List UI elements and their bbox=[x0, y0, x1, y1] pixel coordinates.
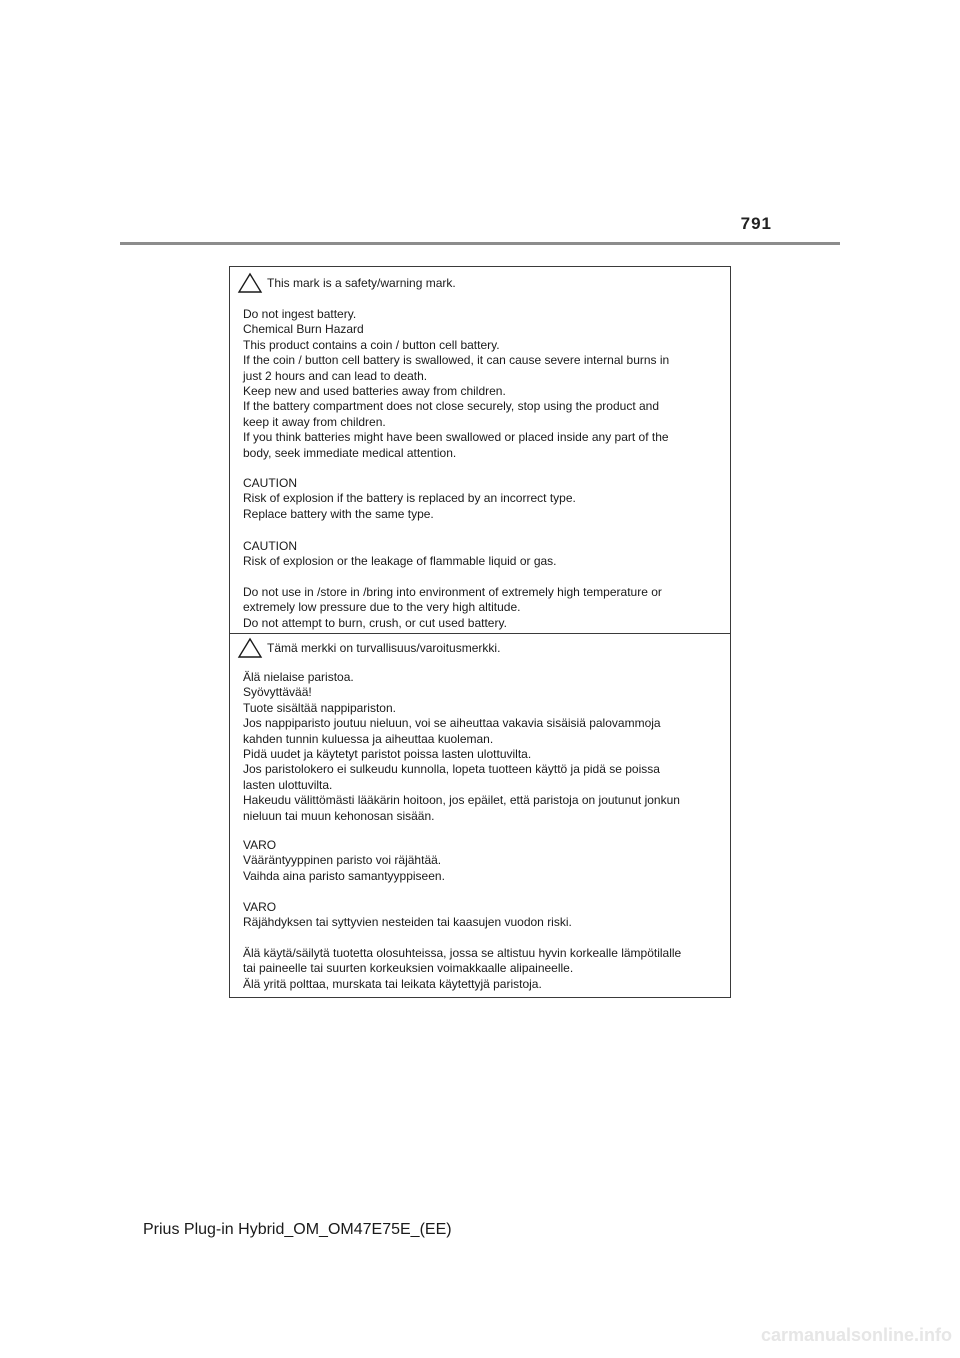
text-line: If the coin / button cell battery is swallowed, it can cause severe internal burns in bbox=[243, 353, 670, 368]
text-line: Pidä uudet ja käytetyt paristot poissa lasten ulottuvilta. bbox=[243, 747, 532, 762]
text-line: Risk of explosion if the battery is replaced by an incorrect type. bbox=[243, 491, 576, 506]
document-footer: Prius Plug-in Hybrid_OM_OM47E75E_(EE) bbox=[143, 1221, 452, 1238]
environment-warning-paragraph bbox=[243, 585, 722, 631]
text-line: Älä nielaise paristoa. bbox=[243, 670, 354, 684]
text-line: Jos paristolokero ei sulkeudu kunnolla, lopeta tuotteen käyttö ja pidä se poissa bbox=[243, 762, 660, 777]
text-line: lasten ulottuvilta. bbox=[243, 777, 333, 792]
mark-text: This mark is a safety/warning mark. bbox=[267, 276, 456, 290]
text-line: Do not ingest battery. bbox=[243, 307, 357, 321]
text-line: kahden tunnin kuluessa ja aiheuttaa kuoleman. bbox=[243, 731, 494, 746]
text-line: Tuote sisältää nappipariston. bbox=[243, 700, 396, 715]
environment-warning-paragraph bbox=[243, 946, 722, 992]
text-line: Replace battery with the same type. bbox=[243, 506, 434, 521]
text-line: VARO bbox=[243, 838, 277, 852]
text-line: extremely low pressure due to the very high altitude. bbox=[243, 600, 521, 615]
text-line: body, seek immediate medical attention. bbox=[243, 445, 457, 460]
caution-replacement-paragraph bbox=[243, 838, 722, 884]
caution-explosion-paragraph bbox=[243, 900, 722, 931]
text-line: nieluun tai muun kehonosan sisään. bbox=[243, 808, 435, 823]
text-line: Syövyttävää! bbox=[243, 685, 312, 700]
header-rule bbox=[120, 242, 840, 245]
text-line: Do not attempt to burn, crush, or cut used battery. bbox=[243, 615, 507, 630]
text-line: Keep new and used batteries away from children. bbox=[243, 384, 506, 399]
warning-triangle-icon bbox=[237, 272, 263, 294]
text-line: Chemical Burn Hazard bbox=[243, 322, 364, 337]
text-line: If you think batteries might have been swallowed or placed inside any part of the bbox=[243, 430, 669, 445]
text-line: Vääräntyyppinen paristo voi räjähtää. bbox=[243, 853, 442, 868]
watermark: carmanualsonline.info bbox=[760, 1325, 952, 1345]
text-line: Risk of explosion or the leakage of flammable liquid or gas. bbox=[243, 554, 557, 569]
battery-warning-label bbox=[229, 266, 731, 998]
page-number: 791 bbox=[740, 214, 772, 233]
text-line: Do not use in /store in /bring into environment of extremely high temperature or bbox=[243, 585, 662, 599]
text-line: VARO bbox=[243, 900, 277, 914]
ingestion-warning-paragraph bbox=[243, 307, 722, 461]
label-section-english bbox=[230, 267, 730, 634]
text-line: CAUTION bbox=[243, 476, 297, 490]
mark-row-english bbox=[237, 272, 456, 294]
caution-replacement-paragraph bbox=[243, 476, 722, 522]
text-line: Älä yritä polttaa, murskata tai leikata käytettyjä paristoja. bbox=[243, 976, 542, 991]
text-line: Räjähdyksen tai syttyvien nesteiden tai kaasujen vuodon riski. bbox=[243, 915, 572, 930]
text-line: tai paineelle tai suurten korkeuksien voimakkaalle alipaineelle. bbox=[243, 961, 574, 976]
ingestion-warning-paragraph bbox=[243, 670, 722, 824]
text-line: Älä käytä/säilytä tuotetta olosuhteissa, jossa se altistuu hyvin korkealle lämpötilalle bbox=[243, 946, 682, 960]
label-section-finnish bbox=[230, 634, 730, 997]
text-line: This product contains a coin / button cell battery. bbox=[243, 337, 500, 352]
caution-explosion-paragraph bbox=[243, 539, 722, 570]
mark-text: Tämä merkki on turvallisuus/varoitusmerkki. bbox=[267, 641, 501, 655]
mark-row-finnish bbox=[237, 637, 500, 659]
warning-triangle-icon bbox=[237, 637, 263, 659]
text-line: Hakeudu välittömästi lääkärin hoitoon, jos epäilet, että paristoja on joutunut jonkun bbox=[243, 793, 680, 808]
text-line: If the battery compartment does not close securely, stop using the product and bbox=[243, 399, 660, 414]
text-line: Jos nappiparisto joutuu nieluun, voi se aiheuttaa vakavia sisäisiä palovammoja bbox=[243, 716, 661, 731]
text-line: just 2 hours and can lead to death. bbox=[243, 368, 428, 383]
text-line: keep it away from children. bbox=[243, 414, 386, 429]
text-line: Vaihda aina paristo samantyyppiseen. bbox=[243, 868, 445, 883]
text-line: CAUTION bbox=[243, 539, 297, 553]
